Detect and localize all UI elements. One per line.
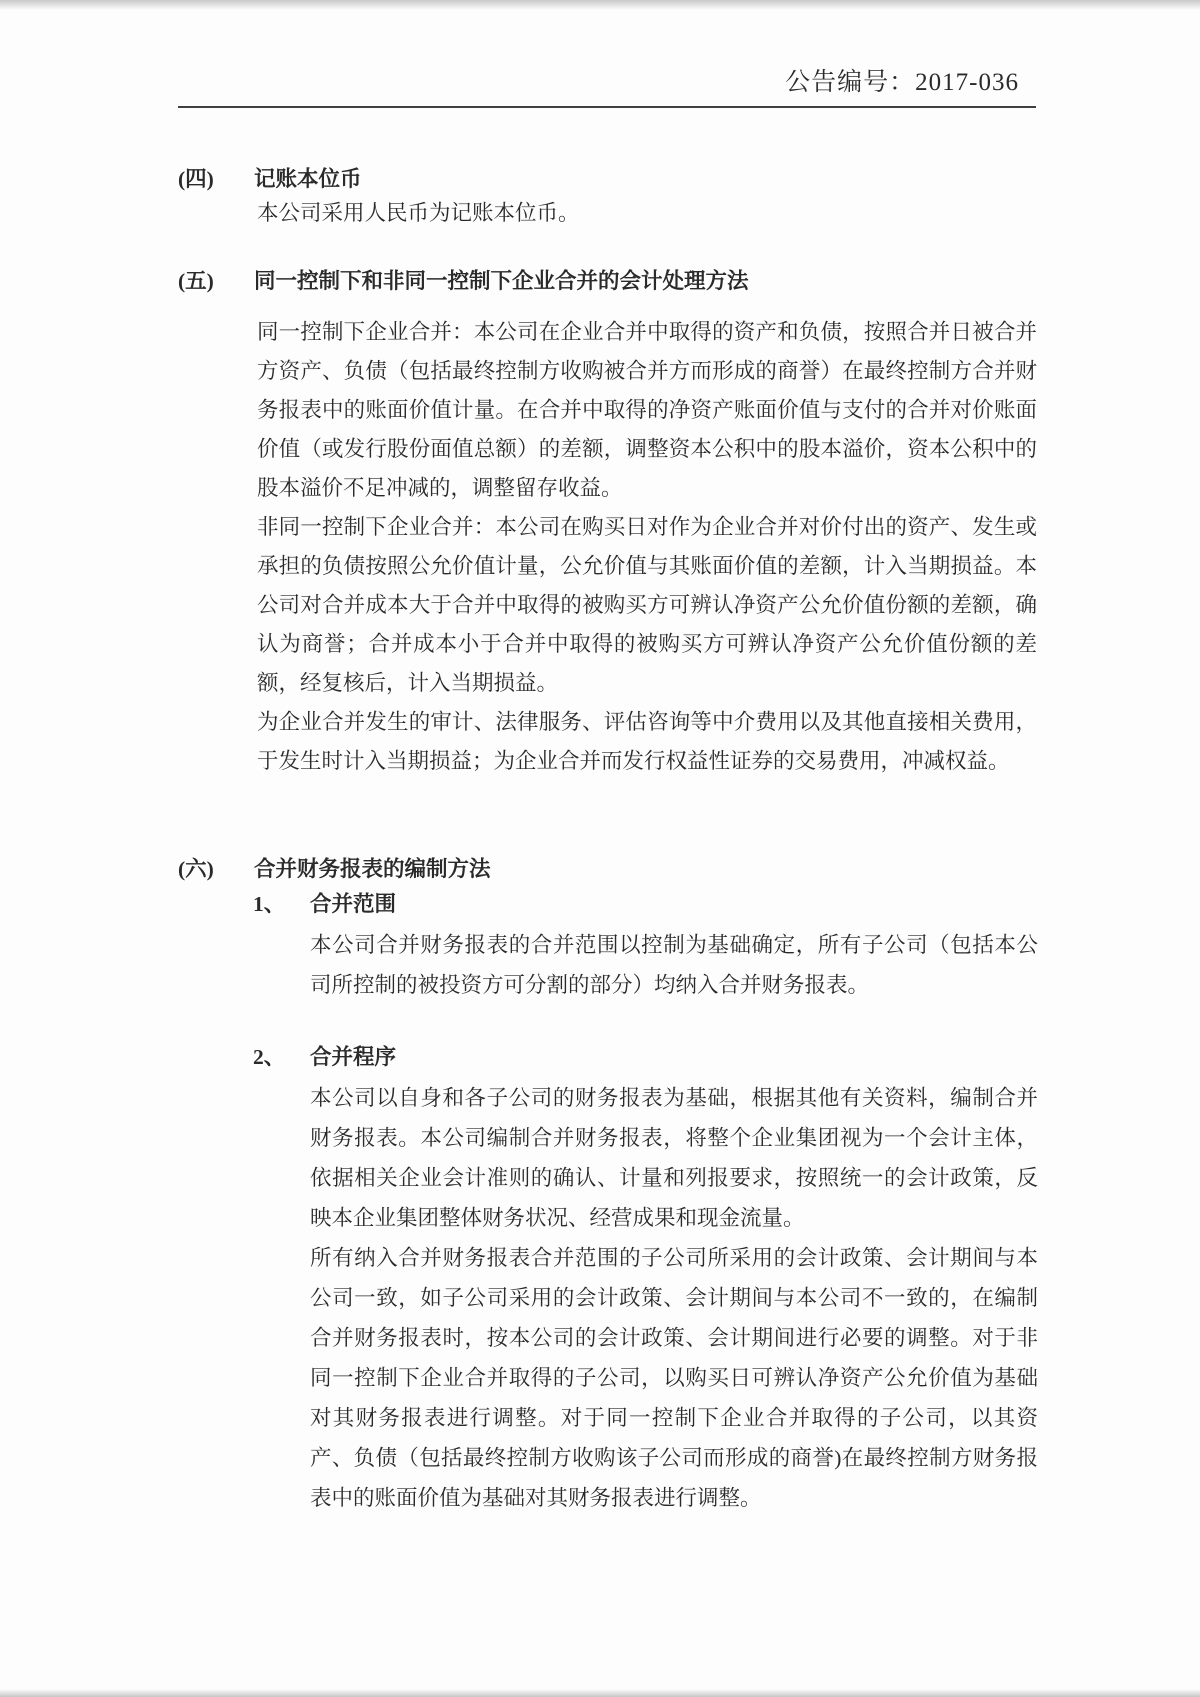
section-title: 同一控制下和非同一控制下企业合并的会计处理方法 [254, 269, 749, 293]
document-body [178, 164, 1038, 1518]
subsection-body [310, 1078, 1038, 1518]
subsection-number: 2、 [253, 1045, 286, 1069]
subsection-consolidation-scope [253, 889, 1038, 1005]
subsection-consolidation-procedure [253, 1042, 1038, 1518]
section-title: 记账本位币 [254, 167, 362, 191]
section-accounting-currency [178, 164, 1038, 233]
subsection-number: 1、 [253, 892, 286, 916]
body-paragraph: 同一控制下企业合并：本公司在企业合并中取得的资产和负债，按照合并日被合并方资产、负债（包括最终控制方收购被合并方而形成的商誉）在最终控制方合并财务报表中的账面价值计量。在合并中取得的净资产账面价值与支付的合并对价账面价值（或发行股份面值总额）的差额，调整资本公积中的股本溢价，资本公积中的股本溢价不足冲减的，调整留存收益。 [257, 320, 1037, 500]
body-paragraph: 本公司合并财务报表的合并范围以控制为基础确定，所有子公司（包括本公司所控制的被投资方可分割的部分）均纳入合并财务报表。 [310, 933, 1038, 997]
subsection-title: 合并范围 [310, 892, 397, 916]
body-paragraph: 为企业合并发生的审计、法律服务、评估咨询等中介费用以及其他直接相关费用，于发生时计入当期损益；为企业合并而发行权益性证券的交易费用，冲减权益。 [257, 710, 1037, 773]
body-paragraph: 非同一控制下企业合并：本公司在购买日对作为企业合并对价付出的资产、发生或承担的负债按照公允价值计量，公允价值与其账面价值的差额，计入当期损益。本公司对合并成本大于合并中取得的被购买方可辨认净资产公允价值份额的差额，确认为商誉；合并成本小于合并中取得的被购买方可辨认净资产公允价值份额的差额，经复核后，计入当期损益。 [257, 515, 1037, 695]
section-heading [178, 854, 1038, 884]
subsection-heading [253, 889, 1038, 919]
section-label: (四) [178, 167, 214, 191]
subsection-heading [253, 1042, 1038, 1072]
body-paragraph: 本公司以自身和各子公司的财务报表为基础，根据其他有关资料，编制合并财务报表。本公司编制合并财务报表，将整个企业集团视为一个会计主体，依据相关企业会计准则的确认、计量和列报要求，按照统一的会计政策，反映本企业集团整体财务状况、经营成果和现金流量。 [310, 1086, 1038, 1230]
section-label: (六) [178, 857, 214, 881]
section-body [257, 194, 1037, 233]
body-paragraph: 所有纳入合并财务报表合并范围的子公司所采用的会计政策、会计期间与本公司一致，如子公司采用的会计政策、会计期间与本公司不一致的，在编制合并财务报表时，按本公司的会计政策、会计期间进行必要的调整。对于非同一控制下企业合并取得的子公司，以购买日可辨认净资产公允价值为基础对其财务报表进行调整。对于同一控制下企业合并取得的子公司，以其资产、负债（包括最终控制方收购该子公司而形成的商誉)在最终控制方财务报表中的账面价值为基础对其财务报表进行调整。 [310, 1246, 1038, 1510]
section-consolidated-statements-method [178, 854, 1038, 1518]
body-paragraph: 本公司采用人民币为记账本位币。 [257, 201, 580, 225]
section-business-combination-accounting [178, 266, 1038, 781]
announcement-number: 公告编号：2017-036 [785, 69, 1019, 96]
subsection-body [310, 925, 1038, 1005]
section-heading [178, 266, 1038, 296]
subsection-title: 合并程序 [310, 1045, 397, 1069]
section-heading [178, 164, 1038, 194]
section-body [257, 313, 1037, 781]
section-label: (五) [178, 269, 214, 293]
header-divider [178, 106, 1036, 108]
section-title: 合并财务报表的编制方法 [254, 857, 491, 881]
page-header [178, 68, 1035, 98]
